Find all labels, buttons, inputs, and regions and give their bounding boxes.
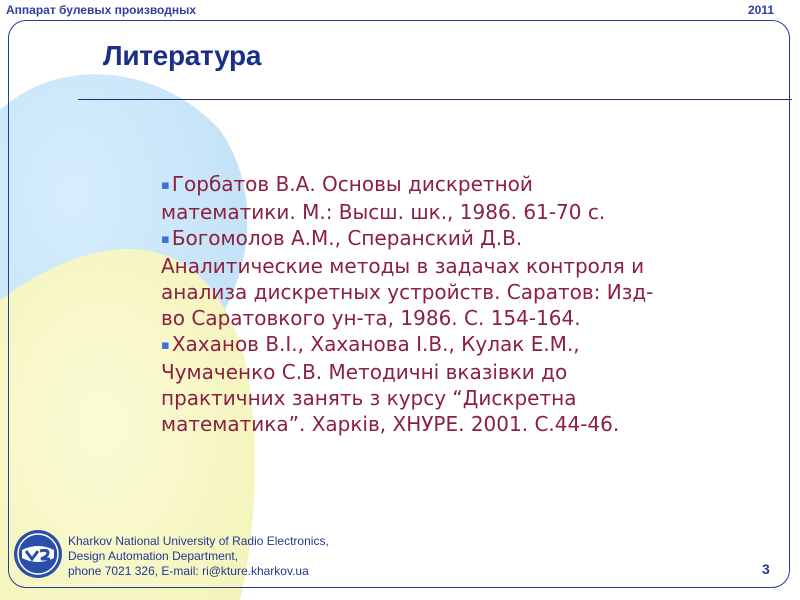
slide-title: Литература	[103, 40, 262, 71]
reference-line: математика”. Харків, ХНУРЕ. 2001. С.44-46.	[161, 412, 620, 436]
footer-contact	[68, 534, 329, 579]
references-list	[161, 171, 661, 437]
footer-university: Kharkov National University of Radio Electronics,	[68, 534, 329, 548]
reference-line: Аналитические методы в задачах контроля и	[161, 254, 645, 278]
presentation-title: Аппарат булевых производных	[6, 3, 197, 17]
reference-line: Горбатов В.А. Основы дискретной	[171, 172, 533, 196]
reference-line: анализа дискретных устройств. Саратов: Изд-	[161, 280, 654, 304]
reference-line: Чумаченко С.В. Методичні вказівки до	[161, 360, 568, 384]
square-bullet-icon: ▪	[161, 232, 170, 247]
square-bullet-icon: ▪	[161, 178, 170, 193]
university-logo-icon	[13, 528, 63, 580]
reference-item	[161, 171, 661, 225]
footer-department: Design Automation Department,	[68, 549, 239, 563]
footer-contact-info: phone 7021 326, E-mail: ri@kture.kharkov.ua	[68, 564, 309, 578]
reference-line: во Саратовкого ун-та, 1986. С. 154-164.	[161, 306, 581, 330]
square-bullet-icon: ▪	[161, 338, 170, 353]
presentation-year: 2011	[747, 3, 774, 17]
page-number: 3	[762, 561, 770, 577]
reference-line: математики. М.: Высш. шк., 1986. 61-70 с.	[161, 200, 606, 224]
reference-line: Хаханов В.І., Хаханова І.В., Кулак Е.М.,	[171, 332, 580, 356]
reference-line: практичних занять з курсу “Дискретна	[161, 386, 577, 410]
reference-line: Богомолов А.М., Сперанский Д.В.	[171, 226, 523, 250]
reference-item	[161, 225, 661, 331]
title-divider	[78, 99, 792, 100]
reference-item	[161, 331, 661, 437]
